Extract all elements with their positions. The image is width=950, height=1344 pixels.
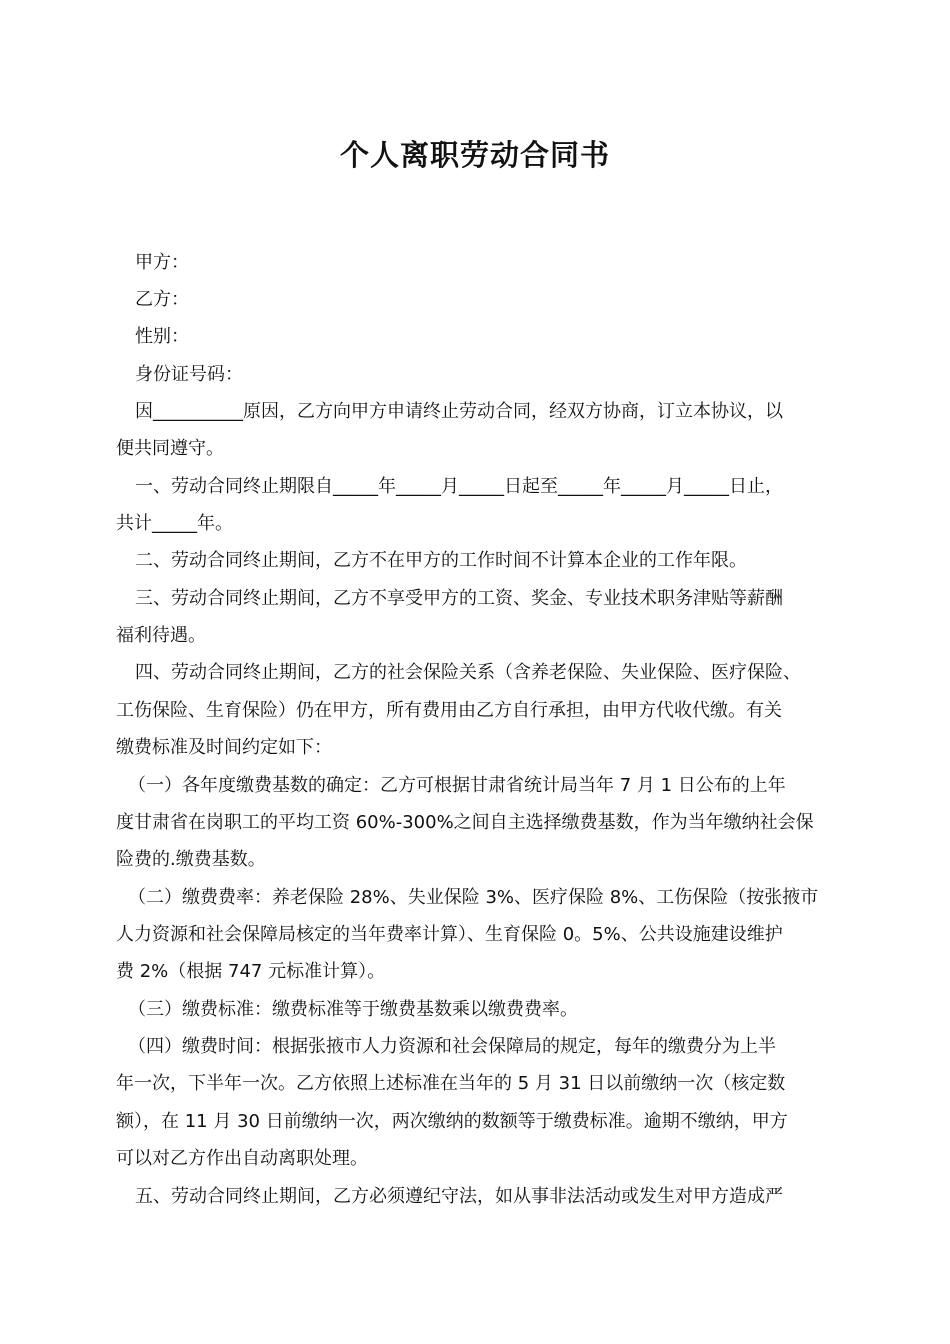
- sub-clause-4-line: 年一次，下半年一次。乙方依照上述标准在当年的 5 月 31 日以前缴纳一次（核定数: [116, 1073, 786, 1094]
- sub-clause-1-line: 度甘肃省在岗职工的平均工资 60%-300%之间自主选择缴费基数，作为当年缴纳社会保: [116, 812, 814, 833]
- party-b-label: 乙方：: [135, 289, 189, 310]
- clause-5-line: 五、劳动合同终止期间，乙方必须遵纪守法，如从事非法活动或发生对甲方造成严: [135, 1186, 783, 1207]
- clause-2-line: 二、劳动合同终止期间，乙方不在甲方的工作时间不计算本企业的工作年限。: [135, 550, 747, 571]
- sub-clause-4-line: 可以对乙方作出自动离职处理。: [116, 1148, 368, 1169]
- gender-label: 性别：: [135, 326, 189, 347]
- preamble-line: 便共同遵守。: [116, 438, 224, 459]
- sub-clause-1-line: （一）各年度缴费基数的确定：乙方可根据甘肃省统计局当年 7 月 1 日公布的上年: [128, 775, 786, 796]
- clause-1-line: 一、劳动合同终止期限自_____年_____月_____日起至_____年_____月_____日止，: [135, 476, 783, 497]
- sub-clause-1-line: 险费的.缴费基数。: [116, 849, 266, 870]
- clause-3-line: 福利待遇。: [116, 625, 206, 646]
- sub-clause-4-line: （四）缴费时间：根据张掖市人力资源和社会保障局的规定，每年的缴费分为上半: [128, 1036, 776, 1057]
- document-title: 个人离职劳动合同书: [339, 138, 610, 172]
- clause-4-line: 四、劳动合同终止期间，乙方的社会保险关系（含养老保险、失业保险、医疗保险、: [135, 662, 801, 683]
- party-a-label: 甲方：: [135, 252, 189, 273]
- sub-clause-3-line: （三）缴费标准：缴费标准等于缴费基数乘以缴费费率。: [128, 999, 578, 1020]
- id-number-label: 身份证号码：: [135, 364, 243, 385]
- sub-clause-2-line: （二）缴费费率：养老保险 28%、失业保险 3%、医疗保险 8%、工伤保险（按张掖市: [128, 887, 819, 908]
- clause-3-line: 三、劳动合同终止期间，乙方不享受甲方的工资、奖金、专业技术职务津贴等薪酬: [135, 588, 783, 609]
- clause-4-line: 工伤保险、生育保险）仍在甲方，所有费用由乙方自行承担，由甲方代收代缴。有关: [116, 700, 782, 721]
- sub-clause-4-line: 额），在 11 月 30 日前缴纳一次，两次缴纳的数额等于缴费标准。逾期不缴纳，甲方: [116, 1111, 788, 1132]
- preamble-line: 因__________原因，乙方向甲方申请终止劳动合同，经双方协商，订立本协议，以: [135, 401, 783, 422]
- sub-clause-2-line: 人力资源和社会保障局核定的当年费率计算）、生育保险 0。5%、公共设施建设维护: [116, 924, 783, 945]
- clause-1-line: 共计_____年。: [116, 513, 233, 534]
- sub-clause-2-line: 费 2%（根据 747 元标准计算）。: [116, 961, 386, 982]
- clause-4-line: 缴费标准及时间约定如下：: [116, 737, 332, 758]
